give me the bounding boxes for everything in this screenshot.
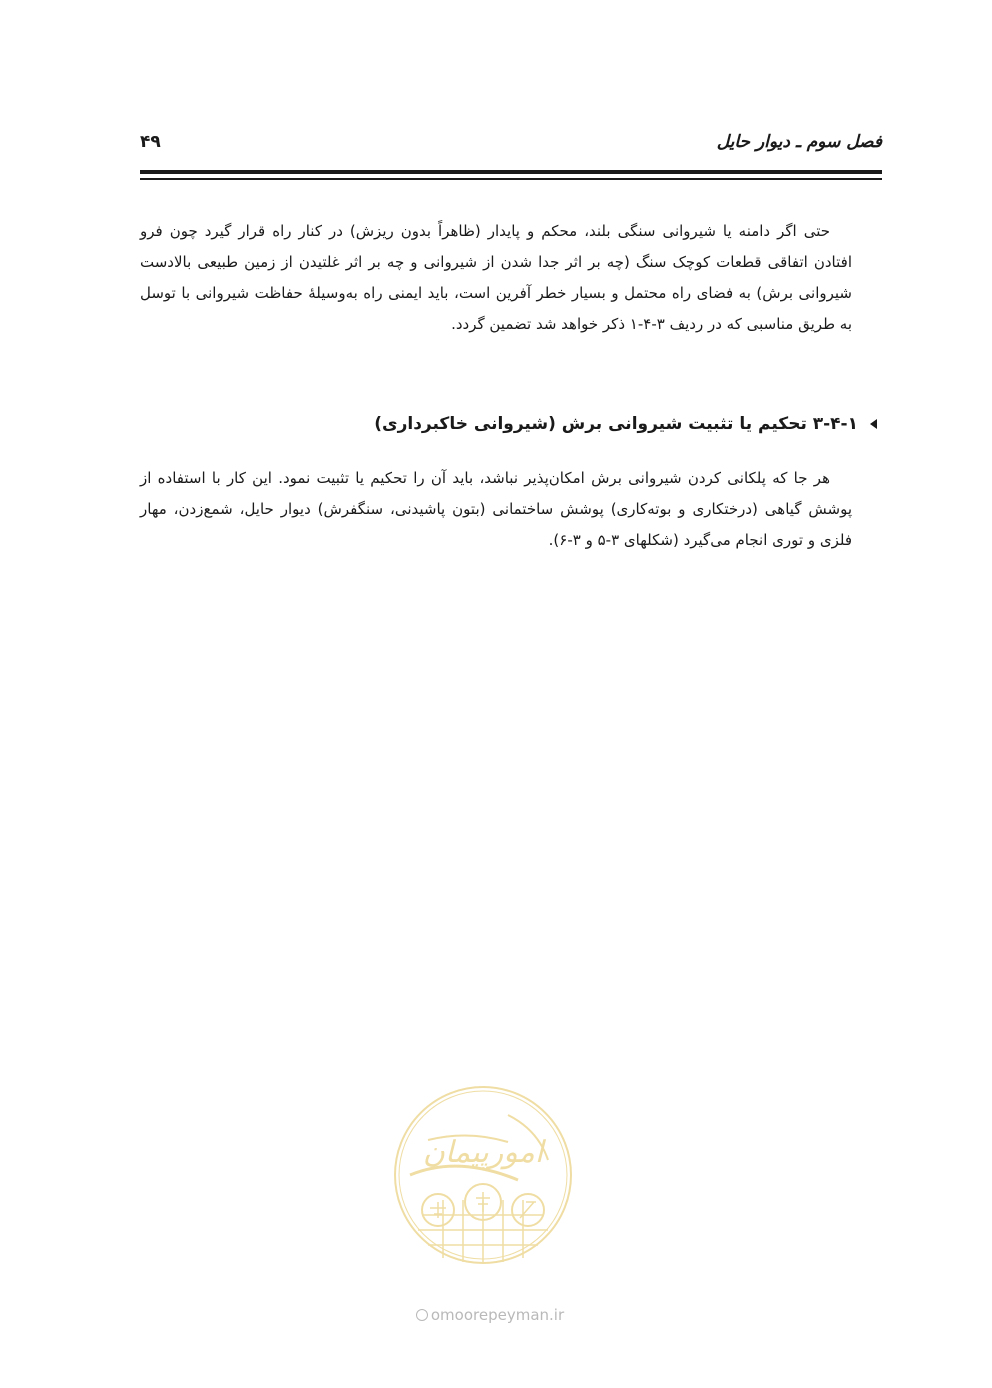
triangle-bullet-icon [870,419,877,429]
header-rule-thick [140,170,882,174]
section-heading-text: ۳-۴-۱ تحکیم یا تثبیت شیروانی برش (شیروانی خاکبرداری) [374,414,858,434]
gear-right-icon [512,1194,544,1226]
watermark-logo [388,1080,578,1270]
page-number: ۴۹ [140,132,161,152]
globe-icon [416,1309,428,1321]
logo-emblem-text: امورپیمان [422,1135,544,1170]
watermark-caption-text: omoorepeyman.ir [430,1306,565,1324]
chapter-title: فصل سوم ـ دیوار حایل [716,132,882,152]
section-heading [140,410,877,438]
paragraph-2: هر جا که پلکانی کردن شیروانی برش امکان‌پذیر نباشد، باید آن را تحکیم یا تثبیت نمود. این کار با استفاده از پوشش گیاهی (درختکاری و بوته‌کاری) پوشش ساختمانی (بتون پاشیدنی، سنگفرش) دیوار حایل، شمع‌زدن، مهار فلزی و توری انجام می‌گیرد (شکلهای ۳-۵ و ۳-۶). [140,469,852,549]
paragraph-1: حتی اگر دامنه یا شیروانی سنگی بلند، محکم و پایدار (ظاهراً بدون ریزش) در کنار راه قرار گیرد چون فرو افتادن اتفاقی قطعات کوچک سنگ (چه بر اثر جدا شدن از شیروانی و چه بر اثر غلتیدن از زمین طبیعی بالادست شیروانی برش) به فضای راه محتمل و بسیار خطر آفرین است، باید ایمنی راه به‌وسیلهٔ حفاظت شیروانی با توسل به طریق مناسبی که در ردیف ۳-۴-۱ ذکر خواهد شد تضمین گردد. [140,222,852,333]
page-header [140,128,882,160]
watermark-caption [380,1306,600,1324]
header-rule-thin [140,178,882,180]
